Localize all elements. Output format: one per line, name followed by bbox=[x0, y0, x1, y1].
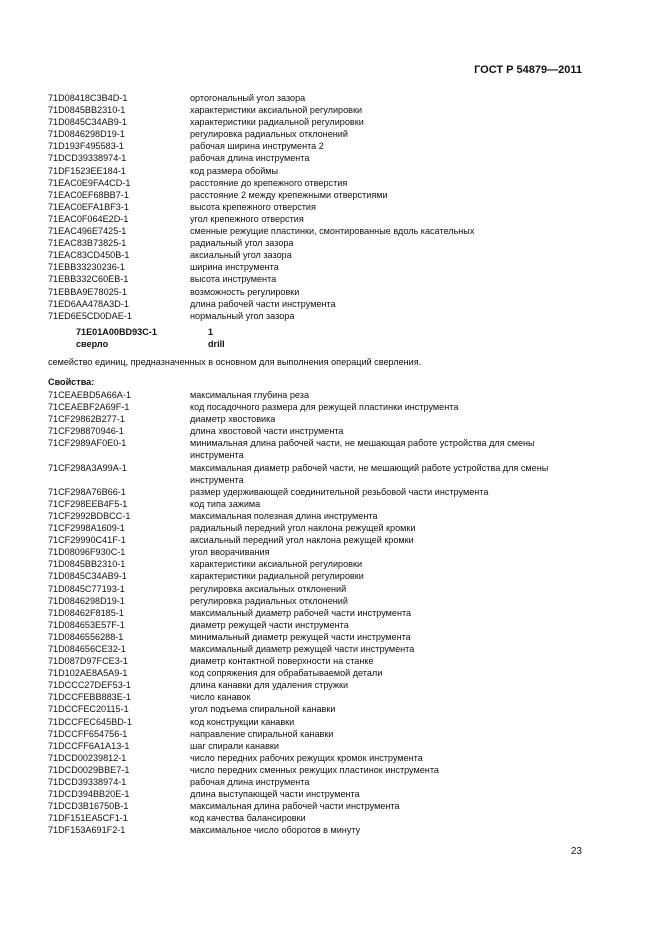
property-description: максимальный диаметр режущей части инструмента bbox=[190, 643, 415, 654]
property-description: максимальная глубина реза bbox=[190, 390, 310, 400]
property-row bbox=[48, 140, 588, 152]
property-code: 71D08462F8185-1 bbox=[48, 607, 124, 618]
entry-code-row bbox=[76, 326, 225, 338]
property-code: 71ED6E5CD0DAE-1 bbox=[48, 310, 132, 321]
property-row bbox=[48, 655, 588, 667]
property-code: 71DCD0029BBE7-1 bbox=[48, 764, 130, 775]
property-description: возможность регулировки bbox=[190, 286, 300, 297]
property-code: 71CEAEBF2A69F-1 bbox=[48, 402, 130, 413]
property-row bbox=[48, 583, 588, 595]
property-code: 71DCCFF654756-1 bbox=[48, 728, 128, 739]
property-code: 71ED6AA478A3D-1 bbox=[48, 298, 129, 309]
property-description: характеристики радиальной регулировки bbox=[190, 117, 364, 128]
property-row bbox=[48, 522, 588, 534]
property-description: сменные режущие пластинки, смонтированные вдоль касательных bbox=[190, 226, 475, 237]
property-code: 71EAC496E7425-1 bbox=[48, 226, 127, 237]
property-code: 71D102AE8A5A9-1 bbox=[48, 668, 128, 679]
property-description: код конструкции канавки bbox=[190, 716, 295, 727]
property-code: 71CF2998A1609-1 bbox=[48, 523, 125, 534]
property-row bbox=[48, 740, 588, 752]
property-row bbox=[48, 92, 588, 104]
standard-header: ГОСТ Р 54879—2011 bbox=[474, 64, 582, 76]
property-code: 71CF2992BDBCC-1 bbox=[48, 510, 131, 521]
property-code: 71EBB33230236-1 bbox=[48, 262, 125, 273]
property-row bbox=[48, 510, 588, 522]
property-code: 71D0845C34AB9-1 bbox=[48, 571, 127, 582]
property-row bbox=[48, 104, 588, 116]
property-description: регулировка радиальных отклонений bbox=[190, 595, 348, 606]
property-row bbox=[48, 546, 588, 558]
property-description: число передних сменных режущих пластинок инструмента bbox=[190, 764, 439, 775]
property-code: 71CEAEBD5A66A-1 bbox=[48, 390, 131, 400]
property-code: 71EBBA9E78025-1 bbox=[48, 286, 127, 297]
property-description: рабочая длина инструмента bbox=[190, 153, 310, 164]
property-row bbox=[48, 128, 588, 140]
property-description: нормальный угол зазора bbox=[190, 310, 295, 321]
property-description: максимальный диаметр рабочей части инструмента bbox=[190, 607, 412, 618]
property-description: ширина инструмента bbox=[190, 262, 279, 273]
property-description: диаметр хвостовика bbox=[190, 414, 276, 425]
property-row bbox=[48, 788, 588, 800]
property-row bbox=[48, 824, 588, 836]
property-description: угол крепежного отверстия bbox=[190, 213, 304, 224]
property-row bbox=[48, 413, 588, 425]
property-description: диаметр контактной поверхности на станке bbox=[190, 656, 374, 667]
property-row bbox=[48, 201, 588, 213]
property-code: 71EAC83CD450B-1 bbox=[48, 250, 130, 261]
property-row bbox=[48, 534, 588, 546]
property-row bbox=[48, 286, 588, 298]
property-code: 71DCCFEBB883E-1 bbox=[48, 692, 131, 703]
property-row bbox=[48, 752, 588, 764]
class-entry bbox=[76, 326, 225, 350]
property-description: число канавок bbox=[190, 692, 251, 703]
property-description: характеристики радиальной регулировки bbox=[190, 571, 364, 582]
property-description: угол вворачивания bbox=[190, 547, 270, 558]
property-code: 71CF298EEB4F5-1 bbox=[48, 498, 128, 509]
property-code: 71EAC0E9FA4CD-1 bbox=[48, 177, 131, 188]
property-row bbox=[48, 691, 588, 703]
property-description: длина хвостовой части инструмента bbox=[190, 426, 344, 437]
property-row bbox=[48, 116, 588, 128]
property-row bbox=[48, 165, 588, 177]
property-code: 71D0846556288-1 bbox=[48, 631, 124, 642]
property-description: регулировка аксиальных отклонений bbox=[190, 583, 347, 594]
property-code: 71D0845BB2310-1 bbox=[48, 105, 126, 116]
property-row bbox=[48, 189, 588, 201]
property-code: 71DCCC27DEF53-1 bbox=[48, 680, 131, 691]
property-row bbox=[48, 703, 588, 715]
property-code: 71EAC0EF68BB7-1 bbox=[48, 189, 129, 200]
property-row bbox=[48, 607, 588, 619]
property-row bbox=[48, 764, 588, 776]
property-code: 71CF298870946-1 bbox=[48, 426, 124, 437]
property-code: 71CF298A3A99A-1 bbox=[48, 462, 127, 473]
property-code: 71D084653E57F-1 bbox=[48, 619, 125, 630]
property-row bbox=[48, 595, 588, 607]
property-code: 71EAC83B73825-1 bbox=[48, 238, 127, 249]
property-row bbox=[48, 462, 588, 486]
property-description: длина выступающей части инструмента bbox=[190, 789, 360, 800]
property-description: максимальная длина рабочей части инструмента bbox=[190, 801, 400, 812]
property-code: 71D0846298D19-1 bbox=[48, 129, 125, 140]
entry-name-row bbox=[76, 338, 225, 350]
property-row bbox=[48, 401, 588, 413]
property-code: 71D084656CE32-1 bbox=[48, 643, 126, 654]
entry-definition: семейство единиц, предназначенных в основном для выполнения операций сверления. bbox=[48, 357, 422, 367]
property-description: код сопряжения для обрабатываемой детали bbox=[190, 668, 383, 679]
property-row bbox=[48, 237, 588, 249]
property-description: расстояние 2 между крепежными отверстиями bbox=[190, 189, 388, 200]
property-description: максимальная диаметр рабочей части, не мешающий работе устройства для смены инструмента bbox=[190, 462, 549, 485]
property-description: код типа зажима bbox=[190, 498, 261, 509]
entry-version: 1 bbox=[208, 327, 214, 337]
property-row bbox=[48, 558, 588, 570]
property-code: 71DF1523EE184-1 bbox=[48, 165, 126, 176]
property-description: расстояние до крепежного отверстия bbox=[190, 177, 348, 188]
property-description: направление спиральной канавки bbox=[190, 728, 334, 739]
property-code: 71D08096F930C-1 bbox=[48, 547, 126, 558]
property-list-2 bbox=[48, 389, 588, 836]
property-row bbox=[48, 152, 588, 164]
property-description: размер удерживающей соединительной резьбовой части инструмента bbox=[190, 486, 489, 497]
property-description: угол подъема спиральной канавки bbox=[190, 704, 336, 715]
property-row bbox=[48, 498, 588, 510]
property-row bbox=[48, 679, 588, 691]
property-description: рабочая ширина инструмента 2 bbox=[190, 141, 324, 152]
property-description: шаг спирали канавки bbox=[190, 740, 279, 751]
property-row bbox=[48, 249, 588, 261]
property-row bbox=[48, 643, 588, 655]
property-code: 71DF153A691F2-1 bbox=[48, 825, 126, 836]
property-code: 71CF29990C41F-1 bbox=[48, 535, 126, 546]
property-description: регулировка радиальных отклонений bbox=[190, 129, 348, 140]
property-row bbox=[48, 667, 588, 679]
property-row bbox=[48, 298, 588, 310]
properties-heading: Свойства: bbox=[48, 377, 95, 387]
property-list-1 bbox=[48, 92, 588, 322]
property-code: 71DCCFEC645BD-1 bbox=[48, 716, 132, 727]
property-row bbox=[48, 800, 588, 812]
property-description: аксиальный передний угол наклона режущей кромки bbox=[190, 535, 414, 546]
entry-code: 71E01A00BD93C-1 bbox=[76, 327, 157, 337]
property-row bbox=[48, 631, 588, 643]
property-row bbox=[48, 225, 588, 237]
property-row bbox=[48, 310, 588, 322]
property-row bbox=[48, 261, 588, 273]
property-row bbox=[48, 570, 588, 582]
property-row bbox=[48, 389, 588, 401]
property-code: 71D193F495583-1 bbox=[48, 141, 124, 152]
property-code: 71D087D97FCE3-1 bbox=[48, 656, 128, 667]
property-description: аксиальный угол зазора bbox=[190, 250, 292, 261]
property-description: высота инструмента bbox=[190, 274, 277, 285]
entry-name-en: drill bbox=[208, 339, 225, 349]
property-code: 71DCD39338974-1 bbox=[48, 777, 127, 787]
property-code: 71DCD39338974-1 bbox=[48, 153, 127, 164]
property-code: 71EAC0F064E2D-1 bbox=[48, 213, 129, 224]
property-row bbox=[48, 425, 588, 437]
property-row bbox=[48, 213, 588, 225]
property-row bbox=[48, 812, 588, 824]
property-code: 71CF2989AF0E0-1 bbox=[48, 438, 127, 449]
property-code: 71D0845C34AB9-1 bbox=[48, 117, 127, 128]
property-description: максимальное число оборотов в минуту bbox=[190, 825, 361, 836]
property-description: диаметр режущей части инструмента bbox=[190, 619, 349, 630]
property-description: код размера обоймы bbox=[190, 165, 279, 176]
property-row bbox=[48, 273, 588, 285]
entry-name-ru: сверло bbox=[76, 339, 109, 349]
property-description: длина рабочей части инструмента bbox=[190, 298, 336, 309]
property-description: радиальный угол зазора bbox=[190, 238, 294, 249]
property-description: максимальная полезная длина инструмента bbox=[190, 510, 378, 521]
property-code: 71EBB332C60EB-1 bbox=[48, 274, 129, 285]
property-row bbox=[48, 776, 588, 788]
property-description: ортогональный угол зазора bbox=[190, 93, 306, 103]
property-description: код посадочного размера для режущей пластинки инструмента bbox=[190, 402, 459, 413]
property-description: число передних рабочих режущих кромок инструмента bbox=[190, 752, 423, 763]
property-code: 71DF151EA5CF1-1 bbox=[48, 813, 128, 824]
property-code: 71DCD3B16750B-1 bbox=[48, 801, 129, 812]
property-code: 71D08418C3B4D-1 bbox=[48, 93, 128, 103]
property-code: 71EAC0EFA1BF3-1 bbox=[48, 201, 129, 212]
property-code: 71D0846298D19-1 bbox=[48, 595, 125, 606]
property-description: рабочая длина инструмента bbox=[190, 777, 310, 787]
property-row bbox=[48, 486, 588, 498]
page-number: 23 bbox=[570, 846, 582, 857]
property-row bbox=[48, 728, 588, 740]
property-description: минимальный диаметр режущей части инструмента bbox=[190, 631, 411, 642]
property-description: характеристики аксиальной регулировки bbox=[190, 559, 363, 570]
property-description: минимальная длина рабочей части, не мешающая работе устройства для смены инструмента bbox=[190, 438, 535, 461]
property-code: 71DCCFF6A1A13-1 bbox=[48, 740, 130, 751]
property-row bbox=[48, 177, 588, 189]
property-row bbox=[48, 716, 588, 728]
property-code: 71DCD394BB20E-1 bbox=[48, 789, 130, 800]
property-code: 71CF298A76B66-1 bbox=[48, 486, 126, 497]
property-description: код качества балансировки bbox=[190, 813, 306, 824]
property-code: 71D0845BB2310-1 bbox=[48, 559, 126, 570]
property-row bbox=[48, 437, 588, 461]
property-description: высота крепежного отверстия bbox=[190, 201, 316, 212]
property-description: длина канавки для удаления стружки bbox=[190, 680, 349, 691]
property-code: 71CF29862B277-1 bbox=[48, 414, 125, 425]
property-code: 71D0845C77193-1 bbox=[48, 583, 125, 594]
property-row bbox=[48, 619, 588, 631]
property-description: радиальный передний угол наклона режущей кромки bbox=[190, 523, 416, 534]
property-code: 71DCD00239812-1 bbox=[48, 752, 127, 763]
property-code: 71DCCFEC20115-1 bbox=[48, 704, 129, 715]
property-description: характеристики аксиальной регулировки bbox=[190, 105, 363, 116]
